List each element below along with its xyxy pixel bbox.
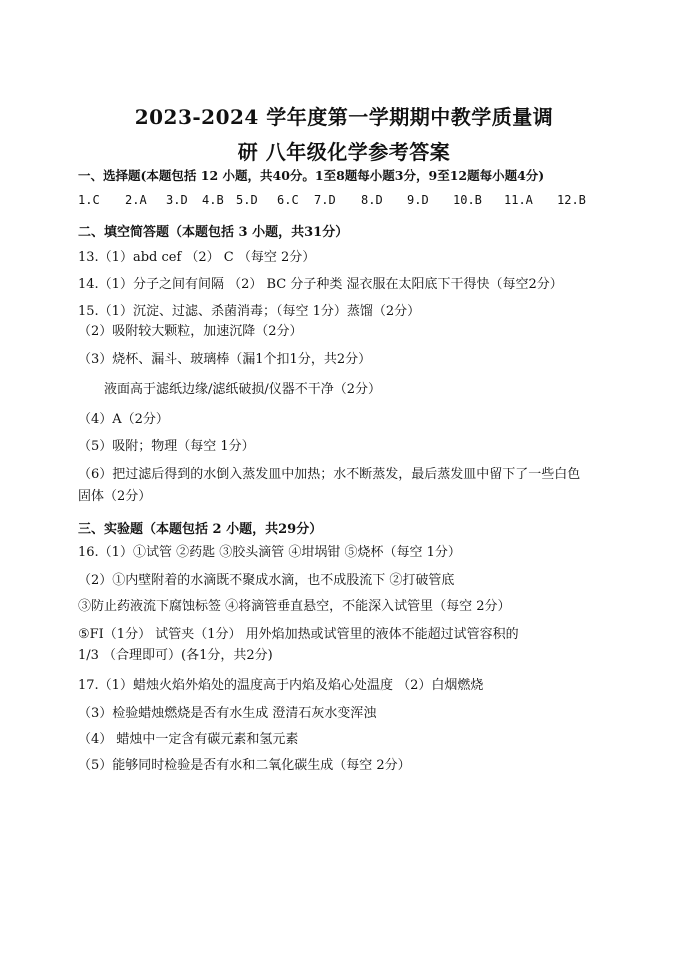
- q15-part3: （3）烧杯、漏斗、玻璃棒（漏1个扣1分，共2分）: [78, 352, 372, 367]
- section2-heading: 二、填空简答题（本题包括 3 小题，共31分）: [78, 225, 349, 240]
- section1-heading: 一、选择题(本题包括 12 小题，共40分。1至8题每小题3分，9至12题每小题4分): [78, 168, 545, 183]
- answer-item: 9.D: [407, 193, 429, 207]
- page-title-line1: 2023-2024 学年度第一学期期中教学质量调: [134, 105, 554, 129]
- answer-item: 3.D: [166, 193, 188, 207]
- page-title-line2: 研 八年级化学参考答案: [237, 140, 451, 164]
- q17-part1: 17.（1）蜡烛火焰外焰处的温度高于内焰及焰心处温度 （2）白烟燃烧: [78, 678, 484, 693]
- answer-item: 12.B: [557, 193, 586, 207]
- q15-part6: （6）把过滤后得到的水倒入蒸发皿中加热；水不断蒸发，最后蒸发皿中留下了一些白色: [78, 467, 581, 482]
- q17-part3: （3）检验蜡烛燃烧是否有水生成 澄清石灰水变浑浊: [78, 706, 377, 721]
- q15-part1: 15.（1）沉淀、过滤、杀菌消毒；（每空 1分）蒸馏（2分）: [78, 304, 421, 319]
- answer-item: 11.A: [504, 193, 533, 207]
- q16-part2-cont: ③防止药液流下腐蚀标签 ④将滴管垂直悬空，不能深入试管里（每空 2分）: [78, 599, 511, 614]
- q15-part5: （5）吸附；物理（每空 1分）: [78, 439, 255, 454]
- section3-heading: 三、实验题（本题包括 2 小题，共29分）: [78, 522, 323, 537]
- q15-part2: （2）吸附较大颗粒，加速沉降（2分）: [78, 324, 303, 339]
- q16-part2: （2）①内壁附着的水滴既不聚成水滴，也不成股流下 ②打破管底: [78, 573, 455, 588]
- q13-answer: 13.（1）abd cef （2） C （每空 2分）: [78, 250, 316, 265]
- answer-item: 1.C: [78, 193, 100, 207]
- q16-part3: ⑤FI（1分） 试管夹（1分） 用外焰加热或试管里的液体不能超过试管容积的: [78, 627, 519, 642]
- q14-answer: 14.（1）分子之间有间隔 （2） BC 分子种类 湿衣服在太阳底下干得快（每空2分）: [78, 277, 563, 292]
- q16-part1: 16.（1）①试管 ②药匙 ③胶头滴管 ④坩埚钳 ⑤烧杯（每空 1分）: [78, 545, 461, 560]
- answer-item: 8.D: [361, 193, 383, 207]
- answer-item: 4.B: [202, 193, 224, 207]
- answer-item: 10.B: [453, 193, 482, 207]
- answer-item: 7.D: [314, 193, 336, 207]
- q15-part6-cont: 固体（2分）: [78, 489, 152, 504]
- q17-part5: （5）能够同时检验是否有水和二氧化碳生成（每空 2分）: [78, 758, 411, 773]
- answer-item: 2.A: [125, 193, 147, 207]
- q17-part4: （4） 蜡烛中一定含有碳元素和氢元素: [78, 732, 299, 747]
- answer-item: 5.D: [236, 193, 258, 207]
- q15-part4: （4）A（2分）: [78, 412, 169, 427]
- answer-item: 6.C: [277, 193, 299, 207]
- q16-part3-cont: 1/3 （合理即可）(各1分，共2分): [78, 648, 273, 663]
- q15-part3-reason: 液面高于滤纸边缘/滤纸破损/仪器不干净（2分）: [104, 382, 382, 397]
